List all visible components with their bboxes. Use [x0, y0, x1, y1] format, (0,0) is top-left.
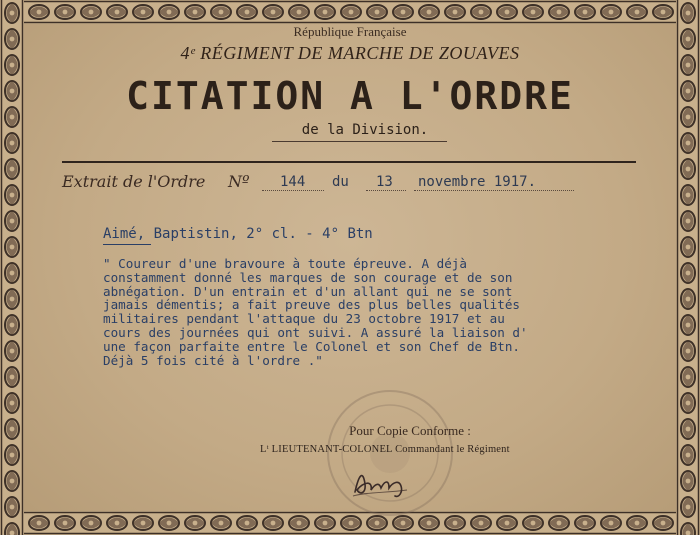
officer-title: Lᵗ LIEUTENANT-COLONEL Commandant le Régiment	[260, 444, 510, 455]
order-du: du	[332, 174, 349, 190]
citation-line: militaires pendant l'attaque du 23 octobre 1917 et au	[103, 311, 505, 327]
regiment-heading: 4ᵉ RÉGIMENT DE MARCHE DE ZOUAVES	[180, 43, 520, 63]
division-underline	[272, 141, 447, 142]
ornamental-border-right	[676, 0, 700, 535]
certified-copy-label: Pour Copie Conforme :	[349, 423, 471, 438]
citation-line: cours des journées qui ont suivi. A assuré la liaison d'	[103, 324, 528, 340]
header-divider	[62, 161, 636, 163]
ornamental-border-top	[0, 0, 700, 24]
soldier-surname: Aimé,	[103, 226, 146, 242]
page-title: CITATION A L'ORDRE	[126, 74, 574, 118]
order-number: 144	[280, 174, 306, 190]
surname-underline	[103, 244, 151, 245]
dotted-fill-line	[262, 190, 324, 191]
dotted-fill-line	[414, 190, 574, 191]
order-day: 13	[376, 174, 393, 190]
extract-label: Extrait de l'Ordre	[62, 172, 206, 191]
division-subtitle: de la Division.	[301, 122, 429, 138]
citation-line: constamment donné les marques de son courage et de son	[103, 269, 513, 285]
dotted-fill-line	[366, 190, 406, 191]
republic-heading: République Française	[293, 24, 407, 39]
soldier-line	[103, 226, 373, 242]
soldier-details: Baptistin, 2° cl. - 4° Btn	[145, 226, 373, 242]
citation-line: une façon parfaite entre le Colonel et son Chef de Btn.	[103, 338, 521, 354]
number-label: Nº	[228, 172, 250, 191]
citation-text	[103, 257, 663, 367]
order-month-year: novembre 1917.	[418, 174, 537, 190]
citation-line: Déjà 5 fois cité à l'ordre ."	[103, 352, 323, 368]
citation-line: jamais démentis; a fait preuve des plus belles qualités	[103, 297, 521, 313]
citation-line: " Coureur d'une bravoure à toute épreuve. A déjà	[103, 256, 467, 271]
citation-line: abnégation. D'un entrain et d'un allant qui ne se sont	[103, 283, 513, 299]
ornamental-border-left	[0, 0, 24, 535]
handwritten-signature	[345, 462, 425, 502]
